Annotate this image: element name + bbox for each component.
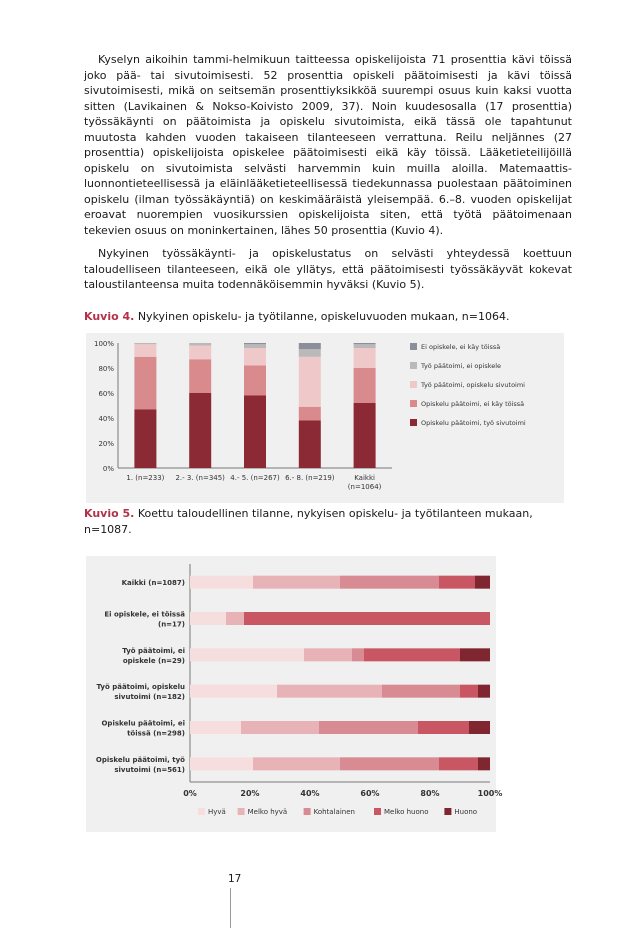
legend-swatch [444, 808, 451, 815]
y-tick-label: 0% [102, 465, 114, 473]
bar-segment [299, 357, 321, 407]
bar-segment [340, 576, 439, 589]
x-tick-label: 80% [420, 789, 440, 798]
bar-segment [478, 685, 490, 698]
y-tick-label: 100% [93, 340, 114, 348]
y-tick-label: Opiskelu päätoimi, työ [95, 755, 185, 764]
bar-segment [189, 393, 211, 468]
bar-segment [354, 343, 376, 344]
bar-segment [244, 612, 490, 625]
bar-segment [354, 403, 376, 468]
bar-segment [354, 368, 376, 403]
figure-4-caption-text: Nykyinen opiskelu- ja työtilanne, opiskeluvuoden mukaan, n=1064. [137, 310, 510, 323]
figure-5-label: Kuvio 5. [84, 507, 135, 520]
legend-swatch [410, 400, 417, 407]
y-tick-label: töissä (n=298) [127, 729, 185, 738]
bar-segment [244, 344, 266, 348]
body-paragraph-2: Nykyinen työssäkäynti- ja opiskelustatus on selvästi yhteydessä koettuun taloudelliseen tilanteeseen, eikä ole yllätys, että päätoimisesti työssäkäyvät kokevat taloustilanteensa muita todennäköisemmin hyväksi (Kuvio 5). [84, 247, 572, 291]
bar-segment [382, 685, 460, 698]
bar-segment [469, 721, 490, 734]
legend-swatch [410, 381, 417, 388]
figure-4-svg [86, 333, 564, 503]
bar-segment [244, 343, 266, 344]
bar-segment [244, 348, 266, 366]
y-tick-label: 80% [98, 365, 114, 373]
bar-segment [189, 343, 211, 346]
figure-4-caption [84, 309, 572, 325]
y-tick-label: sivutoimi (n=182) [114, 693, 185, 702]
legend-label: Hyvä [208, 808, 226, 816]
bar-segment [134, 344, 156, 357]
bar-segment [244, 366, 266, 396]
legend-label: Huono [454, 808, 478, 816]
bar-segment [190, 757, 253, 770]
legend-swatch [304, 808, 311, 815]
footer-rule [230, 888, 231, 928]
bar-segment [460, 648, 490, 661]
x-tick-label: 40% [300, 789, 320, 798]
legend-label: Melko huono [384, 808, 429, 816]
page-number: 17 [228, 873, 242, 885]
bar-segment [241, 721, 319, 734]
legend-label: Työ päätoimi, opiskelu sivutoimi [421, 381, 525, 389]
bar-segment [478, 757, 490, 770]
legend-label: Opiskelu päätoimi, ei käy töissä [421, 400, 525, 408]
x-tick-label: 0% [183, 789, 197, 798]
bar-segment [134, 409, 156, 468]
bar-segment [319, 721, 418, 734]
legend-label: Ei opiskele, ei käy töissä [421, 343, 501, 351]
legend-swatch [410, 362, 417, 369]
bar-segment [299, 407, 321, 421]
figure-5-chart [86, 556, 503, 832]
x-tick-label: 60% [360, 789, 380, 798]
y-tick-label: opiskele (n=29) [122, 656, 185, 665]
legend-swatch [374, 808, 381, 815]
bar-segment [299, 343, 321, 349]
bar-segment [354, 344, 376, 348]
bar-segment [190, 612, 226, 625]
legend-label: Opiskelu päätoimi, työ sivutoimi [421, 419, 526, 427]
figure-5-caption [84, 506, 572, 538]
x-tick-label: 1. (n=233) [126, 474, 165, 482]
y-tick-label: Ei opiskele, ei töissä [104, 610, 185, 619]
bar-segment [190, 721, 241, 734]
y-tick-label: 40% [98, 415, 114, 423]
bar-segment [460, 685, 478, 698]
bar-segment [299, 421, 321, 469]
x-tick-label: 6.- 8. (n=219) [285, 474, 335, 482]
figure-4-chart [86, 333, 564, 503]
bar-segment [226, 612, 244, 625]
legend-swatch [410, 343, 417, 350]
bar-segment [189, 359, 211, 393]
x-tick-label: (n=1064) [347, 483, 382, 491]
figure-5-svg [86, 556, 503, 832]
legend-swatch [238, 808, 245, 815]
y-tick-label: 60% [98, 390, 114, 398]
x-tick-label: 100% [477, 789, 503, 798]
bar-segment [439, 576, 475, 589]
bar-segment [364, 648, 460, 661]
y-tick-label: Työ päätoimi, ei [122, 646, 185, 655]
x-tick-label: 20% [240, 789, 260, 798]
bar-segment [354, 348, 376, 368]
figure-4-label: Kuvio 4. [84, 310, 135, 323]
bar-segment [253, 757, 340, 770]
figure-5-caption-text: Koettu taloudellinen tilanne, nykyisen opiskelu- ja työtilanteen mukaan, n=1087. [84, 507, 533, 536]
x-tick-label: Kaikki [354, 474, 375, 482]
legend-label: Työ päätoimi, ei opiskele [421, 362, 502, 370]
bar-segment [134, 343, 156, 344]
x-tick-label: 4.- 5. (n=267) [230, 474, 280, 482]
bar-segment [475, 576, 490, 589]
y-tick-label: Työ päätoimi, opiskelu [96, 683, 185, 692]
bar-segment [352, 648, 364, 661]
y-tick-label: sivutoimi (n=561) [114, 765, 185, 774]
x-tick-label: 2.- 3. (n=345) [175, 474, 225, 482]
y-tick-label: (n=17) [158, 620, 185, 629]
bar-segment [299, 349, 321, 357]
legend-label: Kohtalainen [313, 808, 355, 816]
y-tick-label: Opiskelu päätoimi, ei [101, 719, 185, 728]
legend-swatch [198, 808, 205, 815]
bar-segment [253, 576, 340, 589]
bar-segment [190, 648, 304, 661]
bar-segment [340, 757, 439, 770]
y-tick-label: Kaikki (n=1087) [121, 579, 185, 588]
bar-segment [189, 346, 211, 360]
bar-segment [134, 357, 156, 410]
bar-segment [418, 721, 469, 734]
bar-segment [304, 648, 352, 661]
body-paragraph-1: Kyselyn aikoihin tammi-helmikuun taitteessa opiskelijoista 71 prosenttia kävi töissä joko pää- tai sivutoimisesti. 52 prosenttia opiskeli päätoimisesti ja kävi töissä sivutoimisesti, mikä on seitsemän prosenttiyksikköä suurempi osuus kuin kaksi vuotta sitten (Lavikainen & Nokso-Koivisto 2009, 37). Noin kuudesosalla (17 prosenttia) työssäkäynti on päätoimista ja opiskelu sivutoimista, eikä tässä ole tapahtunut muutosta kahden vuoden takaiseen tilanteeseen verrattuna. Reilu neljännes (27 prosenttia) opiskelijoista opiskelee päätoimisesti eikä käy töissä. Lääketieteilijöillä opiskelu on sivutoimista selvästi harvemmin kuin muilla aloilla. Matemaattis-luonnontieteellisessä ja eläinlääketieteellisessä tiedekunnassa puolestaan päätoiminen opiskelu (ilman työssäkäyntiä) on keskimääräistä yleisempää. 6.–8. vuoden opiskelijat eroavat nuorempien vuosikurssien opiskelijoista siten, että työtä päätoimenaan tekevien osuus on moninkertainen, lähes 50 prosenttia (Kuvio 4). [84, 53, 572, 237]
bar-segment [190, 576, 253, 589]
bar-segment [244, 396, 266, 469]
legend-swatch [410, 419, 417, 426]
legend-label: Melko hyvä [247, 808, 288, 816]
bar-segment [190, 685, 277, 698]
bar-segment [277, 685, 382, 698]
y-tick-label: 20% [98, 440, 114, 448]
bar-segment [439, 757, 478, 770]
